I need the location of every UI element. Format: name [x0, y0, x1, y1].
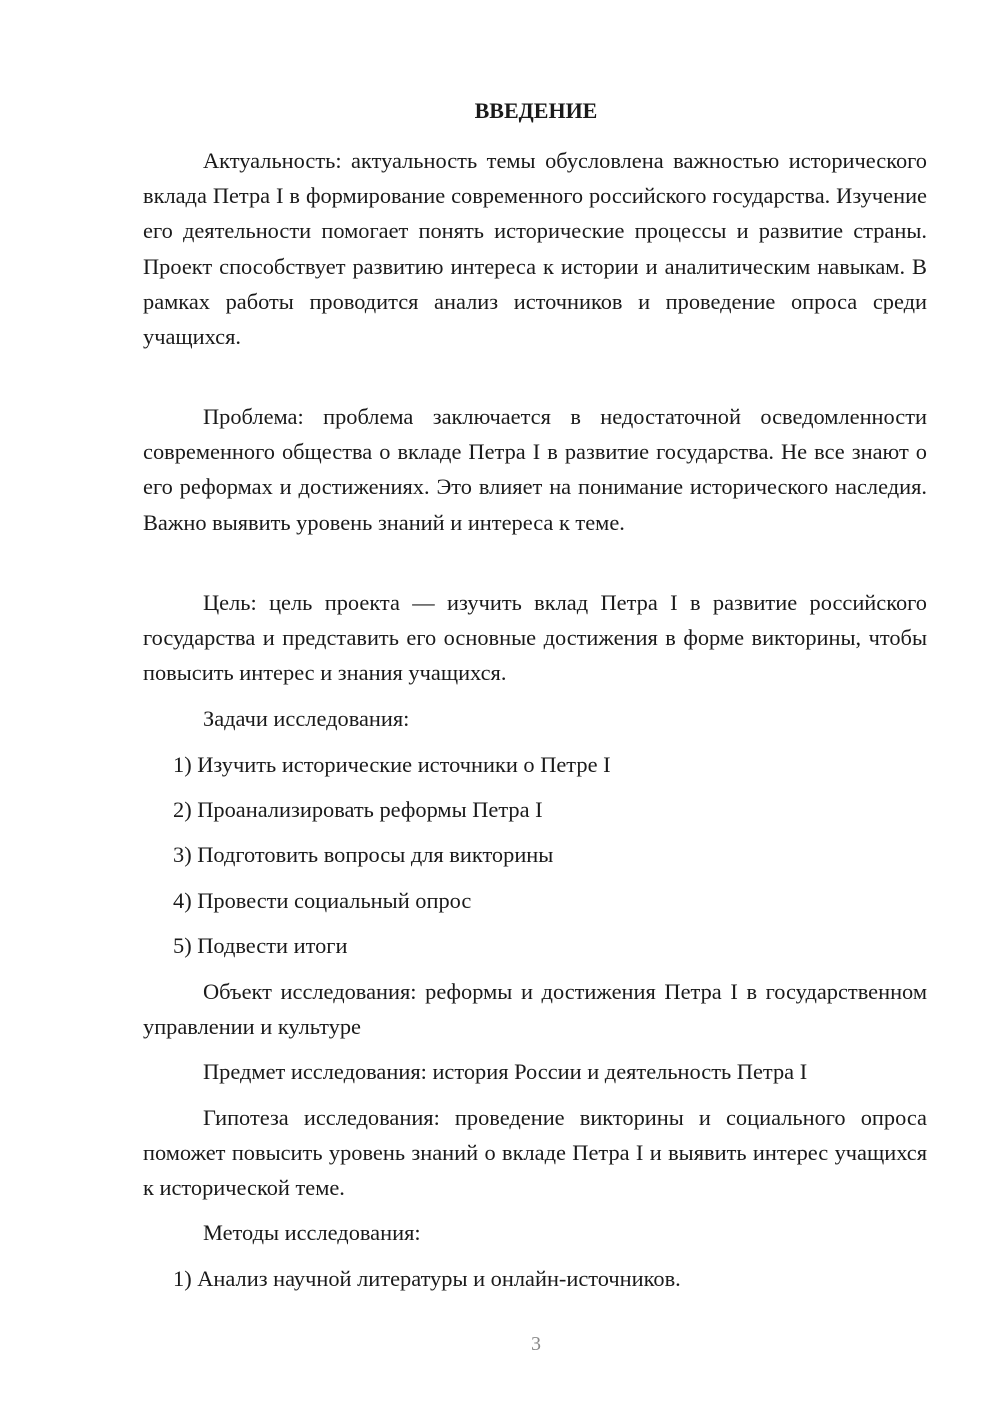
problem-paragraph: Проблема: проблема заключается в недостаточной осведомленности современного общества о вкладе Петра I в развитие государства. Не все знают о его реформах и достижениях. Это влияет на понимание исторического наследия. Важно выявить уровень знаний и интереса к теме. — [143, 404, 927, 535]
object-paragraph: Объект исследования: реформы и достижения Петра I в государственном управлении и культуре — [143, 979, 927, 1040]
methods-title: Методы исследования: — [203, 1220, 421, 1245]
relevance-paragraph: Актуальность: актуальность темы обусловлена важностью исторического вклада Петра I в формирование современного российского государства. Изучение его деятельности помогает понять исторические процессы и развитие страны. Проект способствует развитию интереса к истории и аналитическим навыкам. В рамках работы проводится анализ источников и проведение опроса среди учащихся. — [143, 148, 927, 350]
hypothesis-paragraph: Гипотеза исследования: проведение викторины и социального опроса поможет повысить уровень знаний о вкладе Петра I и выявить интерес учащихся к исторической теме. — [143, 1105, 927, 1201]
task-item: 2) Проанализировать реформы Петра I — [173, 797, 543, 822]
task-item: 1) Изучить исторические источники о Петре I — [173, 752, 611, 777]
subject-paragraph: Предмет исследования: история России и деятельность Петра I — [203, 1059, 808, 1084]
section-heading: ВВЕДЕНИЕ — [474, 98, 598, 123]
method-item: 1) Анализ научной литературы и онлайн-источников. — [173, 1266, 681, 1291]
tasks-title: Задачи исследования: — [203, 706, 410, 731]
task-item: 4) Провести социальный опрос — [173, 888, 472, 913]
task-item: 3) Подготовить вопросы для викторины — [173, 842, 554, 867]
task-item: 5) Подвести итоги — [173, 933, 348, 958]
page-number: 3 — [531, 1333, 541, 1355]
goal-paragraph: Цель: цель проекта — изучить вклад Петра I в развитие российского государства и представить его основные достижения в форме викторины, чтобы повысить интерес и знания учащихся. — [143, 590, 927, 686]
